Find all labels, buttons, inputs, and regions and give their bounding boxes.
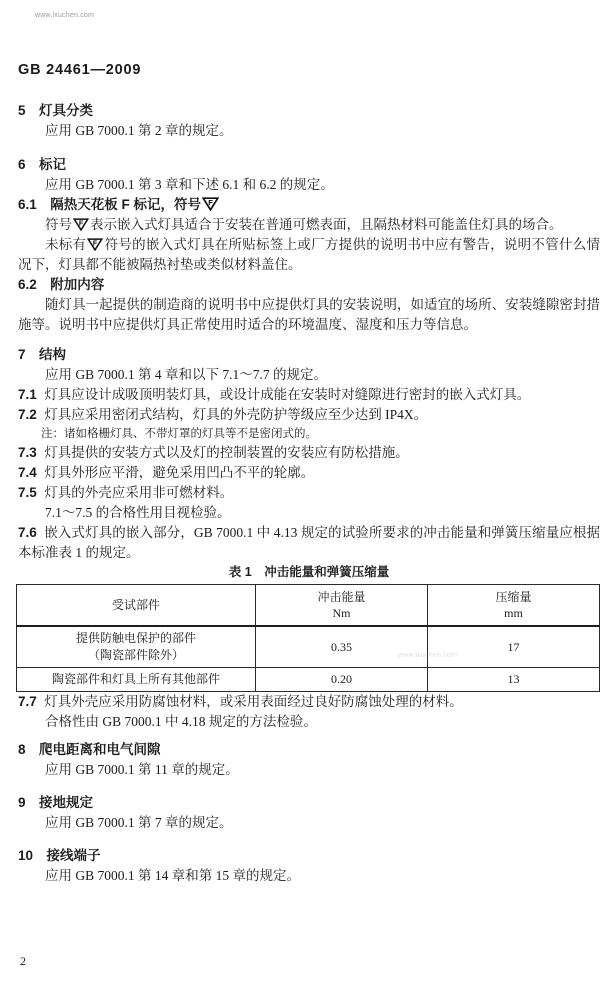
part-line: 提供防触电保护的部件 xyxy=(76,631,197,645)
clause-text: 灯具的外壳应采用非可燃材料。 xyxy=(44,485,234,500)
site-watermark: www.lxuchen.com xyxy=(35,12,95,19)
header-unit: mm xyxy=(504,606,523,620)
clause-7-2-note: 注：诸如格栅灯具、不带灯罩的灯具等不是密闭式的。 xyxy=(41,428,317,440)
clause-7-3 xyxy=(18,443,600,463)
header-line: 压缩量 xyxy=(495,590,532,604)
header-cell-part-under-test: 受试部件 xyxy=(17,585,256,627)
clause-text: 灯具外壳应采用防腐蚀材料，或采用表面经过良好防腐蚀处理的材料。 xyxy=(44,694,463,709)
clause-text: 灯具应设计成吸顶明装灯具，或设计成能在安装时对缝隙进行密封的嵌入式灯具。 xyxy=(44,387,531,402)
page-number: 2 xyxy=(20,954,26,968)
standard-number-header: GB 24461—2009 xyxy=(18,62,142,78)
section-9-body: 应用 GB 7000.1 第 7 章的规定。 xyxy=(45,815,233,830)
section-5-body: 应用 GB 7000.1 第 2 章的规定。 xyxy=(45,123,233,138)
site-watermark-faint: www.lxuchen.com xyxy=(398,652,458,659)
part-line: （陶瓷部件除外） xyxy=(88,648,185,662)
clause-number: 7.6 xyxy=(18,525,37,540)
clause-7-2 xyxy=(18,405,600,425)
clause-number: 7.2 xyxy=(18,407,37,422)
cell-impact-energy: 0.35 xyxy=(256,626,428,668)
f-mark-icon xyxy=(87,238,103,251)
header-unit: Nm xyxy=(332,606,351,620)
f-mark-icon xyxy=(202,197,219,211)
table-row xyxy=(17,626,600,668)
clause-7-7-body: 合格性由 GB 7000.1 中 4.18 规定的方法检验。 xyxy=(45,714,317,729)
section-6-1-heading xyxy=(18,195,600,215)
section-5-heading: 5 灯具分类 xyxy=(18,103,94,118)
section-9-heading: 9 接地规定 xyxy=(18,795,94,810)
section-6-1-para-2 xyxy=(18,235,600,275)
section-8-heading: 8 爬电距离和电气间隙 xyxy=(18,742,161,757)
section-7-heading: 7 结构 xyxy=(18,347,67,362)
clause-number: 7.7 xyxy=(18,694,37,709)
cell-part: 陶瓷部件和灯具上所有其他部件 xyxy=(17,668,256,692)
clauses-7-1-to-7-5-conformity: 7.1～7.5 的合格性用目视检验。 xyxy=(45,505,231,520)
para-text: 符号 xyxy=(45,217,72,232)
para-text: 未标有 xyxy=(45,237,87,252)
section-8-body: 应用 GB 7000.1 第 11 章的规定。 xyxy=(45,762,239,777)
clause-text: 灯具应采用密闭式结构，灯具的外壳防护等级应至少达到 IP4X。 xyxy=(44,407,428,422)
cell-impact-energy: 0.20 xyxy=(256,668,428,692)
section-10-body: 应用 GB 7000.1 第 14 章和第 15 章的规定。 xyxy=(45,868,301,883)
clause-number: 7.5 xyxy=(18,485,37,500)
cell-compression: 13 xyxy=(428,668,600,692)
section-6-2-heading: 6.2 附加内容 xyxy=(18,277,105,292)
clause-7-4 xyxy=(18,463,600,483)
clause-number: 7.4 xyxy=(18,465,37,480)
section-6-1-heading-text: 6.1 隔热天花板 F 标记，符号 xyxy=(18,197,202,212)
table-row xyxy=(17,668,600,692)
clause-7-7 xyxy=(18,692,600,712)
f-mark-icon xyxy=(73,218,89,231)
svg-text:F: F xyxy=(78,220,84,228)
table-1-impact-energy-and-spring-compression xyxy=(16,584,600,692)
header-cell-compression xyxy=(428,585,600,627)
section-6-body: 应用 GB 7000.1 第 3 章和下述 6.1 和 6.2 的规定。 xyxy=(45,177,334,192)
para-text: 表示嵌入式灯具适合于安装在普通可燃表面，且隔热材料可能盖住灯具的场合。 xyxy=(90,217,563,232)
para-text: 符号的嵌入式灯具在所贴标签上或厂方提供的说明书中应有警告，说明不管什么情况下，灯具都不能被隔热衬垫或类似材料盖住。 xyxy=(18,237,601,272)
clause-7-1 xyxy=(18,385,600,405)
table-1-title: 表 1 冲击能量和弹簧压缩量 xyxy=(228,565,390,579)
cell-part xyxy=(17,626,256,668)
clause-text: 嵌入式灯具的嵌入部分，GB 7000.1 中 4.13 规定的试验所要求的冲击能量和弹簧压缩量应根据本标准表 1 的规定。 xyxy=(18,525,600,560)
header-line: 冲击能量 xyxy=(317,590,366,604)
clause-7-5 xyxy=(18,483,600,503)
svg-text:F: F xyxy=(208,198,213,207)
header-cell-impact-energy xyxy=(256,585,428,627)
clause-text: 灯具提供的安装方式以及灯的控制装置的安装应有防松措施。 xyxy=(44,445,409,460)
clause-7-6 xyxy=(18,523,600,563)
clause-number: 7.1 xyxy=(18,387,37,402)
clause-number: 7.3 xyxy=(18,445,37,460)
section-10-heading: 10 接线端子 xyxy=(18,848,101,863)
cell-compression: 17 xyxy=(428,626,600,668)
section-6-heading: 6 标记 xyxy=(18,157,67,172)
svg-text:F: F xyxy=(93,240,98,248)
table-header-row xyxy=(17,585,600,627)
clause-text: 灯具外形应平滑，避免采用凹凸不平的轮廓。 xyxy=(44,465,315,480)
section-6-2-body: 随灯具一起提供的制造商的说明书中应提供灯具的安装说明，如适宜的场所、安装缝隙密封措施等。说明书中应提供灯具正常使用时适合的环境温度、湿度和压力等信息。 xyxy=(18,297,600,332)
section-6-1-para-1 xyxy=(18,215,600,235)
section-7-body: 应用 GB 7000.1 第 4 章和以下 7.1～7.7 的规定。 xyxy=(45,367,328,382)
